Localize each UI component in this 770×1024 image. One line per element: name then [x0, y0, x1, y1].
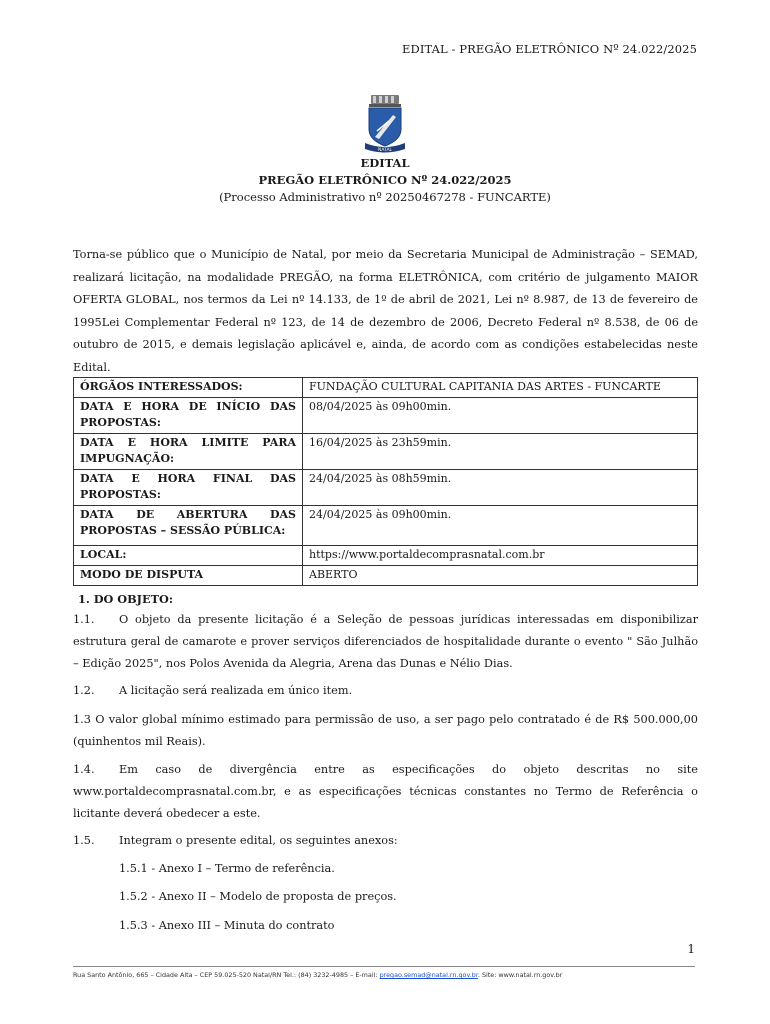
table-value: FUNDAÇÃO CULTURAL CAPITANIA DAS ARTES - FUNCARTE: [303, 378, 698, 398]
annex-item: 1.5.3 - Anexo III – Minuta do contrato: [119, 919, 335, 932]
process-number: (Processo Administrativo nº 20250467278 - FUNCARTE): [219, 190, 551, 204]
paragraph-number: 1.2.: [73, 684, 95, 697]
intro-paragraph: Torna-se público que o Município de Natal, por meio da Secretaria Municipal de Administração – SEMAD, realizará licitação, na modalidade PREGÃO, na forma ELETRÔNICA, com critério de julgamento MAIOR OFERTA GLOBAL, nos termos da Lei nº 14.133, de 1º de abril de 2021, Lei nº 8.987, de 13 de fevereiro de 1995Lei Complementar Federal nº 123, de 14 de dezembro de 2006, Decreto Federal nº 8.538, de 06 de outubro de 2015, e demais legislação aplicável e, ainda, de acordo com as condições estabelecidas neste Edital.: [73, 248, 698, 374]
table-row: [74, 434, 698, 470]
running-header: EDITAL - PREGÃO ELETRÔNICO Nº 24.022/2025: [402, 42, 697, 56]
table-value: 24/04/2025 às 09h00min.: [303, 506, 698, 546]
table-row: [74, 470, 698, 506]
paragraph-1-3: 1.3 O valor global mínimo estimado para permissão de uso, a ser pago pelo contratado é de R$ 500.000,00 (quinhentos mil Reais).: [73, 713, 698, 748]
table-row: [74, 398, 698, 434]
paragraph-text: A licitação será realizada em único item.: [119, 684, 353, 697]
table-label: DATA E HORA LIMITE PARA IMPUGNAÇÃO:: [74, 434, 303, 470]
table-value: 08/04/2025 às 09h00min.: [303, 398, 698, 434]
paragraph-number: 1.4.: [73, 763, 95, 776]
table-label: DATA E HORA DE INÍCIO DAS PROPOSTAS:: [74, 398, 303, 434]
page-number: 1: [687, 942, 695, 956]
document-title: EDITAL: [360, 156, 410, 170]
paragraph-number: 1.1.: [73, 613, 95, 626]
crest-label: NATAL: [377, 148, 393, 153]
paragraph-1-1: [73, 609, 698, 675]
footer-address: Rua Santo Antônio, 665 – Cidade Alta – CEP 59.025-520 Natal/RN Tel.: (84) 3232-4985 – E-mail:: [73, 971, 380, 979]
table-row: [74, 506, 698, 546]
paragraph-1-4: [73, 759, 698, 825]
section-title: 1. DO OBJETO:: [78, 592, 174, 606]
paragraph-text: Integram o presente edital, os seguintes anexos:: [119, 834, 398, 847]
paragraph-text: O objeto da presente licitação é a Seleção de pessoas jurídicas interessadas em disponibilizar estrutura geral de camarote e prover serviços diferenciados de hospitalidade durante o evento " São Julhão – Edição 2025", nos Polos Avenida da Alegria, Arena das Dunas e Nélio Dias.: [73, 613, 698, 670]
table-value: 24/04/2025 às 08h59min.: [303, 470, 698, 506]
table-value: 16/04/2025 às 23h59min.: [303, 434, 698, 470]
footer-divider: [73, 966, 695, 967]
natal-crest-logo: [363, 93, 407, 155]
footer-email-link[interactable]: pregao.semad@natal.rn.gov.br: [379, 971, 478, 979]
paragraph-number: 1.5.: [73, 834, 95, 847]
table-row: [74, 566, 698, 586]
footer: [73, 971, 562, 979]
crown-icon: [369, 95, 401, 107]
table-label: DATA DE ABERTURA DAS PROPOSTAS – SESSÃO PÚBLICA:: [74, 506, 303, 546]
info-table: [73, 377, 698, 586]
table-value: ABERTO: [303, 566, 698, 586]
table-label: LOCAL:: [74, 546, 303, 566]
paragraph-1-2: [73, 680, 698, 702]
paragraph-text: Em caso de divergência entre as especificações do objeto descritas no site www.portaldecomprasnatal.com.br, e as especificações técnicas constantes no Termo de Referência o licitante deverá obedecer a este.: [73, 763, 698, 820]
table-row: [74, 378, 698, 398]
document-subtitle: PREGÃO ELETRÔNICO Nº 24.022/2025: [258, 173, 512, 187]
table-label: DATA E HORA FINAL DAS PROPOSTAS:: [74, 470, 303, 506]
table-value-link: https://www.portaldecomprasnatal.com.br: [303, 546, 698, 566]
footer-site: . Site: www.natal.rn.gov.br: [477, 971, 563, 979]
paragraph-1-5: [73, 830, 698, 852]
annex-item: 1.5.2 - Anexo II – Modelo de proposta de preços.: [119, 890, 397, 903]
table-label: ÓRGÃOS INTERESSADOS:: [74, 378, 303, 398]
table-label: MODO DE DISPUTA: [74, 566, 303, 586]
annex-item: 1.5.1 - Anexo I – Termo de referência.: [119, 862, 335, 875]
table-row: [74, 546, 698, 566]
